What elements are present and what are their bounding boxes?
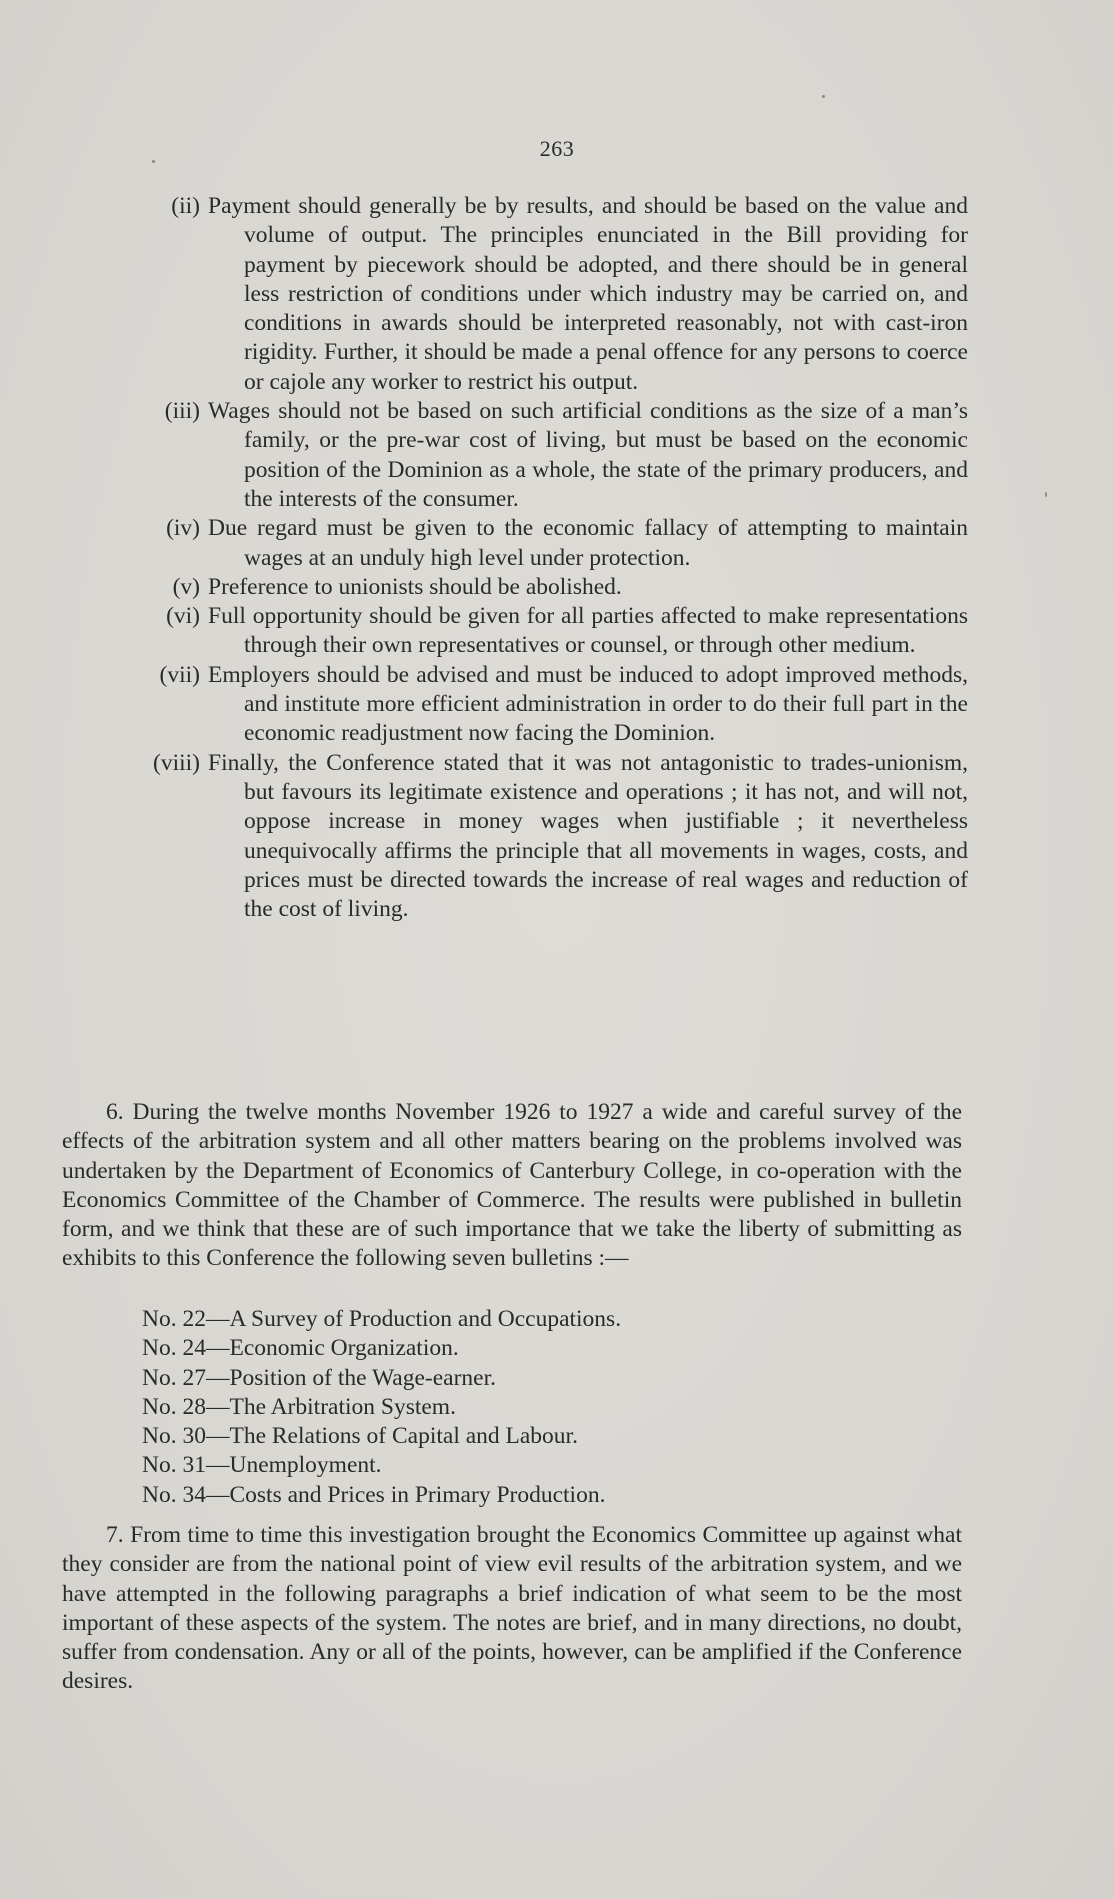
list-item xyxy=(128,602,968,661)
list-item xyxy=(128,192,968,397)
item-number: (iii) xyxy=(164,398,200,425)
bulletin-item: No. 27—Position of the Wage-earner. xyxy=(142,1364,497,1391)
item-text: Due regard must be given to the economic fallacy of attempting to maintain wages at an unduly high level under protection. xyxy=(208,515,968,571)
item-number: (viii) xyxy=(153,749,200,776)
list-item xyxy=(128,573,968,602)
paper-speck xyxy=(1045,492,1047,497)
bulletin-list xyxy=(142,1305,922,1510)
item-number: (iv) xyxy=(166,515,200,542)
bulletin-item: No. 28—The Arbitration System. xyxy=(142,1393,456,1420)
item-text: Wages should not be based on such artificial conditions as the size of a man’s family, or the pre-war cost of living, but must be based on the economic position of the Dominion as a whole, the state of the primary producers, and the interests of the consumer. xyxy=(208,398,968,512)
item-text: Employers should be advised and must be induced to adopt improved methods, and institute more efficient administration in order to do their full part in the economic readjustment now facing the Dominion. xyxy=(208,661,968,747)
paper-speck xyxy=(822,95,825,98)
page-number: 263 xyxy=(539,136,575,161)
list-item xyxy=(128,749,968,925)
item-number: (vi) xyxy=(166,603,200,630)
item-number: (ii) xyxy=(171,193,200,219)
item-text: Payment should generally be by results, and should be based on the value and volume of output. The principles enunciated in the Bill providing for payment by piecework should be adopted, and there should be in general less restriction of conditions under which industry may be carried on, and conditions in awards should be interpreted reasonably, not with cast-iron rigidity. Further, it should be made a penal offence for any persons to coerce or cajole any worker to restrict his output. xyxy=(208,193,968,395)
list-item xyxy=(128,397,968,514)
item-text: Full opportunity should be given for all parties affected to make representations through their own representatives or counsel, or through other medium. xyxy=(208,603,968,659)
item-number: (v) xyxy=(172,573,200,600)
paragraph-6: 6. During the twelve months November 1926 to 1927 a wide and careful survey of the effects of the arbitration system and all other matters bearing on the problems involved was undertaken by the Department of Economics of Canterbury College, in co-operation with the Economics Committee of the Chamber of Commerce. The results were published in bulletin form, and we think that these are of such importance that we take the liberty of submitting as exhibits to this Conference the following seven bulletins :— xyxy=(62,1099,962,1272)
bulletin-item: No. 24—Economic Organization. xyxy=(142,1335,459,1362)
list-item xyxy=(128,514,968,573)
bulletin-item: No. 34—Costs and Prices in Primary Production. xyxy=(142,1481,606,1508)
item-text: Preference to unionists should be abolished. xyxy=(208,573,622,600)
bulletin-item: No. 22—A Survey of Production and Occupations. xyxy=(142,1306,622,1332)
recommendation-list xyxy=(128,192,968,924)
bulletin-item: No. 31—Unemployment. xyxy=(142,1452,382,1479)
item-number: (vii) xyxy=(159,661,200,688)
paragraph-7: 7. From time to time this investigation brought the Economics Committee up against what they consider are from the national point of view evil results of the arbitration system, and we have attempted in the following paragraphs a brief indication of what seem to be the most important of these aspects of the system. The notes are brief, and in many directions, no doubt, suffer from condensation. Any or all of the points, however, can be amplified if the Conference desires. xyxy=(62,1522,962,1695)
bulletin-item: No. 30—The Relations of Capital and Labour. xyxy=(142,1423,578,1450)
list-item xyxy=(128,661,968,749)
item-text: Finally, the Conference stated that it was not antagonistic to trades-unionism, but favours its legitimate existence and operations ; it has not, and will not, oppose increase in money wages when justifiable ; it nevertheless unequivocally affirms the principle that all movements in wages, costs, and prices must be directed towards the increase of real wages and reduction of the cost of living. xyxy=(208,749,968,923)
